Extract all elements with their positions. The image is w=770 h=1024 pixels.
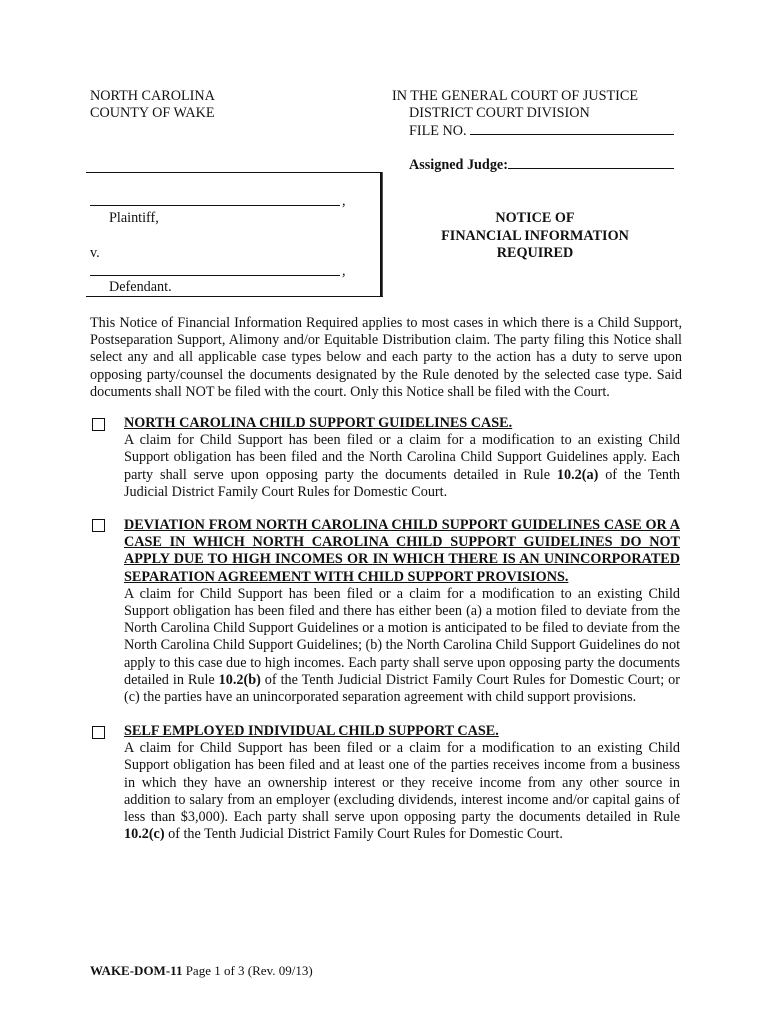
file-number-field[interactable] <box>470 122 674 135</box>
page-info: Page 1 of 3 (Rev. 09/13) <box>182 963 313 978</box>
section-self-employed-case <box>124 723 680 843</box>
section-body <box>124 740 680 843</box>
court-name: IN THE GENERAL COURT OF JUSTICE <box>392 88 638 104</box>
section-body <box>124 432 680 501</box>
versus-label: v. <box>90 245 100 261</box>
assigned-judge-row <box>409 156 674 174</box>
section-body-text: A claim for Child Support has been filed or a claim for a modification to an existing Child Support obligation has been filed and at least one of the parties receives income from a business in which they have an ownership interest or they receive income from any other source in addition to salary from an employer (excluding dividends, interest income and/or capital gains of less than $3,000). Each party shall serve upon opposing party the documents detailed in Rule <box>124 740 680 826</box>
section-body <box>124 586 680 706</box>
section-heading: NORTH CAROLINA CHILD SUPPORT GUIDELINES CASE. <box>124 415 513 431</box>
caption-top-rule <box>86 172 383 173</box>
section-body-text: A claim for Child Support has been filed or a claim for a modification to an existing Child Support obligation has been filed and the North Carolina Child Support Guidelines apply. Each party shall serve upon opposing party the documents detailed in Rule <box>124 432 680 483</box>
self-employed-case-checkbox[interactable] <box>92 726 105 739</box>
section-body-text: A claim for Child Support has been filed or a claim for a modification to an existing Child Support obligation has been filed and there has either been (a) a motion filed to deviate from the North Carolina Child Support Guidelines or a motion is anticipated to be filed to deviate from the North Carolina Child Support Guidelines; (b) the North Carolina Child Support Guidelines do not apply to this case due to high incomes. Each party shall serve upon opposing party the documents detailed in Rule <box>124 585 681 688</box>
plaintiff-comma: , <box>342 193 346 209</box>
section-body-text-end: of the Tenth Judicial District Family Court Rules for Domestic Court. <box>164 826 563 843</box>
notice-title-line-2: FINANCIAL INFORMATION <box>441 227 629 244</box>
plaintiff-label: Plaintiff, <box>109 210 159 226</box>
file-number-row <box>392 122 674 140</box>
assigned-judge-label: Assigned Judge: <box>409 157 508 173</box>
caption-bottom-rule <box>86 296 383 297</box>
rule-reference: 10.2(c) <box>124 826 165 843</box>
form-id: WAKE-DOM-11 <box>90 963 183 978</box>
section-body-text-end: of the Tenth Judicial District Family Court Rules for Domestic Court. <box>124 466 681 500</box>
deviation-case-checkbox[interactable] <box>92 519 105 532</box>
court-venue <box>90 88 215 122</box>
division-name: DISTRICT COURT DIVISION <box>409 105 590 121</box>
section-heading: SELF EMPLOYED INDIVIDUAL CHILD SUPPORT CASE. <box>124 723 499 739</box>
file-number-label: FILE NO. <box>409 123 467 139</box>
child-support-guidelines-checkbox[interactable] <box>92 418 105 431</box>
rule-reference: 10.2(a) <box>556 466 599 483</box>
section-deviation-case <box>124 517 680 706</box>
section-child-support-guidelines <box>124 415 680 501</box>
section-body-text-end: of the Tenth Judicial District Family Court Rules for Domestic Court; or (c) the parties have an unincorporated separation agreement with child support provisions. <box>124 671 680 706</box>
defendant-comma: , <box>342 263 346 279</box>
plaintiff-name-field[interactable] <box>90 205 340 206</box>
intro-paragraph: This Notice of Financial Information Required applies to most cases in which there is a Child Support, Postseparation Support, Alimony and/or Equitable Distribution claim. The party filing this Notice shall select any and all applicable case types below and each party to the action has a duty to serve upon opposing party/counsel the documents designated by the Rule denoted by the selected case type. Said documents shall NOT be filed with the court. Only this Notice shall be filed with the Court. <box>90 315 682 400</box>
section-heading: DEVIATION FROM NORTH CAROLINA CHILD SUPPORT GUIDELINES CASE OR A CASE IN WHICH NORTH CAROLINA CHILD SUPPORT GUIDELINES DO NOT APPLY DUE TO HIGH INCOMES OR IN WHICH THERE IS AN UNINCORPORATED SEPARATION AGREEMENT WITH CHILD SUPPORT PROVISIONS. <box>124 517 680 585</box>
county-name: COUNTY OF WAKE <box>90 105 215 121</box>
notice-title <box>420 210 650 263</box>
page-footer <box>90 962 313 979</box>
state-name: NORTH CAROLINA <box>90 88 215 104</box>
court-info <box>392 88 674 140</box>
notice-title-line-3: REQUIRED <box>496 245 574 261</box>
assigned-judge-field[interactable] <box>508 156 674 169</box>
rule-reference: 10.2(b) <box>218 671 261 688</box>
defendant-label: Defendant. <box>109 279 172 295</box>
caption-divider <box>380 172 383 296</box>
defendant-name-field[interactable] <box>90 275 340 276</box>
notice-title-line-1: NOTICE OF <box>495 210 575 226</box>
